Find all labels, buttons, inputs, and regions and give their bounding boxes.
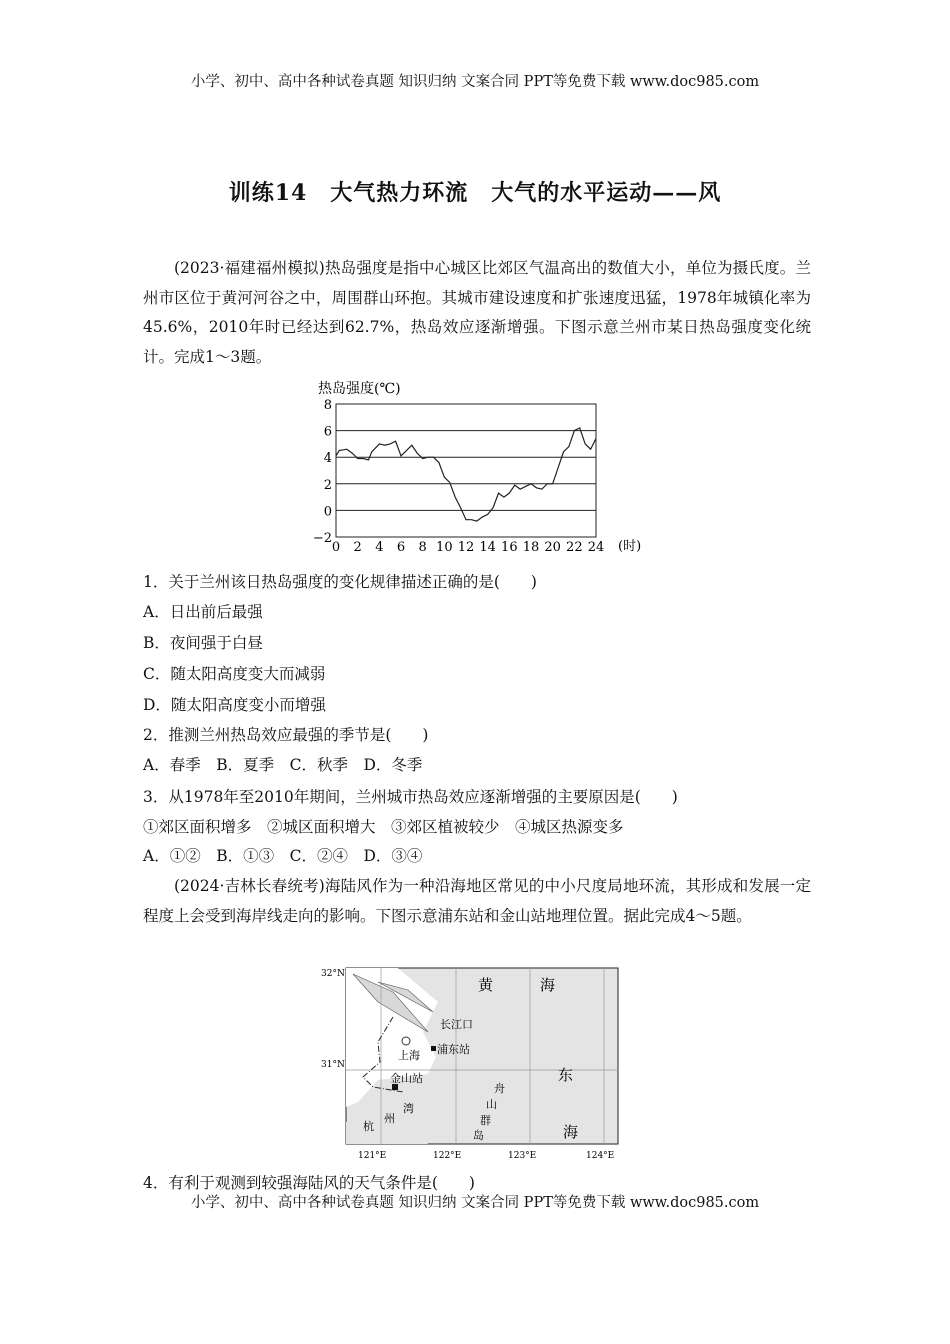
page-title: 训练14 大气热力环流 大气的水平运动——风 bbox=[228, 180, 722, 206]
svg-text:浦东站: 浦东站 bbox=[437, 1043, 470, 1056]
question-2-stem: 2．推测兰州热岛效应最强的季节是( ) bbox=[143, 726, 429, 744]
x-tick-label: 4 bbox=[375, 540, 384, 555]
x-tick-label: 12 bbox=[457, 540, 475, 555]
x-tick-label: 2 bbox=[353, 540, 362, 555]
x-tick-label: 16 bbox=[501, 540, 518, 555]
x-tick-label: 8 bbox=[418, 540, 427, 555]
svg-text:31°N: 31°N bbox=[321, 1060, 345, 1070]
svg-text:上海: 上海 bbox=[398, 1049, 420, 1062]
chart-ylabel: 热岛强度(℃) bbox=[318, 381, 401, 397]
series-line bbox=[336, 428, 596, 521]
page-footer: 小学、初中、高中各种试卷真题 知识归纳 文案合同 PPT等免费下载 www.doc985.com bbox=[190, 1195, 760, 1211]
passage-1: (2023·福建福州模拟)热岛强度是指中心城区比郊区气温高出的数值大小，单位为摄氏度。兰州市区位于黄河河谷之中，周围群山环抱。其城市建设速度和扩张速度迅猛，1978年城镇化率为45.6%，2010年时已经达到62.7%，热岛效应逐渐增强。下图示意兰州市某日热岛强度变化统计。完成1～3题。 bbox=[143, 259, 811, 366]
question-1-stem: 1．关于兰州该日热岛强度的变化规律描述正确的是( ) bbox=[143, 573, 537, 591]
svg-text:群: 群 bbox=[480, 1114, 491, 1127]
heat-island-chart bbox=[310, 375, 650, 560]
chart-xlabel: (时) bbox=[618, 539, 642, 554]
svg-text:124°E: 124°E bbox=[586, 1151, 615, 1161]
svg-text:海: 海 bbox=[563, 1123, 579, 1141]
svg-text:121°E: 121°E bbox=[358, 1151, 387, 1161]
x-tick-label: 20 bbox=[544, 540, 561, 555]
x-tick-label: 18 bbox=[522, 540, 540, 555]
svg-text:长江口: 长江口 bbox=[440, 1018, 473, 1031]
svg-text:舟: 舟 bbox=[494, 1082, 505, 1095]
page-header: 小学、初中、高中各种试卷真题 知识归纳 文案合同 PPT等免费下载 www.doc985.com bbox=[190, 74, 760, 90]
q1-option-a: A．日出前后最强 bbox=[143, 603, 263, 621]
location-map bbox=[318, 962, 630, 1162]
x-tick-label: 10 bbox=[436, 540, 453, 555]
svg-text:海: 海 bbox=[540, 976, 556, 994]
svg-text:岛: 岛 bbox=[473, 1129, 484, 1142]
svg-text:杭: 杭 bbox=[363, 1120, 374, 1133]
svg-text:山: 山 bbox=[486, 1098, 497, 1111]
svg-text:州: 州 bbox=[384, 1112, 395, 1125]
svg-text:东: 东 bbox=[558, 1066, 574, 1084]
q1-option-c: C．随太阳高度变大而减弱 bbox=[143, 665, 326, 683]
q3-statements: ①郊区面积增多 ②城区面积增大 ③郊区植被较少 ④城区热源变多 bbox=[143, 818, 624, 836]
q3-options: A．①② B．①③ C．②④ D．③④ bbox=[143, 847, 423, 865]
x-tick-label: 14 bbox=[479, 540, 496, 555]
y-tick-label: 6 bbox=[323, 424, 332, 440]
x-tick-label: 22 bbox=[566, 540, 583, 555]
y-tick-label: −2 bbox=[312, 531, 332, 546]
svg-text:金山站: 金山站 bbox=[390, 1072, 423, 1085]
x-tick-label: 0 bbox=[331, 540, 341, 555]
svg-text:黄: 黄 bbox=[478, 976, 494, 994]
svg-text:湾: 湾 bbox=[403, 1102, 414, 1115]
question-3-stem: 3．从1978年至2010年期间，兰州城市热岛效应逐渐增强的主要原因是( ) bbox=[143, 788, 678, 806]
question-4-stem: 4．有利于观测到较强海陆风的天气条件是( ) bbox=[143, 1174, 475, 1192]
y-tick-label: 2 bbox=[323, 477, 332, 493]
x-tick-label: 24 bbox=[587, 540, 605, 555]
q1-option-b: B．夜间强于白昼 bbox=[143, 634, 263, 652]
y-tick-label: 4 bbox=[323, 451, 332, 467]
x-tick-label: 6 bbox=[396, 540, 406, 555]
q1-option-d: D．随太阳高度变小而增强 bbox=[143, 696, 326, 714]
svg-text:32°N: 32°N bbox=[321, 969, 345, 979]
svg-text:122°E: 122°E bbox=[433, 1151, 462, 1161]
svg-text:123°E: 123°E bbox=[508, 1151, 537, 1161]
y-tick-label: 8 bbox=[323, 398, 332, 413]
q2-options: A．春季 B．夏季 C．秋季 D．冬季 bbox=[143, 756, 423, 774]
pudong-station-marker bbox=[431, 1046, 436, 1051]
passage-2: (2024·吉林长春统考)海陆风作为一种沿海地区常见的中小尺度局地环流，其形成和发展一定程度上会受到海岸线走向的影响。下图示意浦东站和金山站地理位置。据此完成4～5题。 bbox=[143, 877, 811, 925]
y-tick-label: 0 bbox=[323, 504, 332, 520]
